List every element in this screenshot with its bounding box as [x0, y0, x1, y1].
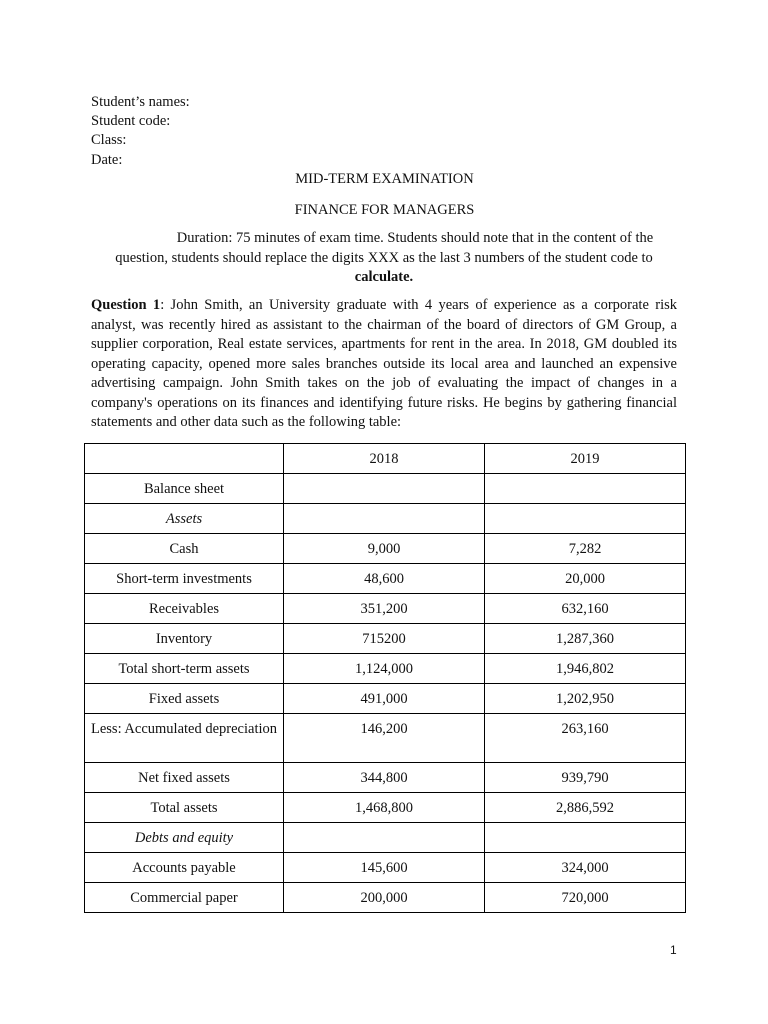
balance-sheet-table — [84, 443, 686, 913]
value-2019: 939,790 — [485, 763, 686, 793]
value-2018 — [284, 504, 485, 534]
value-2018: 145,600 — [284, 853, 485, 883]
value-2018: 48,600 — [284, 564, 485, 594]
duration-bold: calculate. — [354, 269, 414, 285]
value-2019: 263,160 — [485, 714, 686, 763]
students-names-label: Student’s names: — [91, 94, 190, 110]
table-row — [85, 594, 686, 624]
row-label: Inventory — [85, 624, 284, 654]
table-row — [85, 624, 686, 654]
table-row — [85, 714, 686, 763]
value-2019: 20,000 — [485, 564, 686, 594]
table-header-cell: 2018 — [284, 444, 485, 474]
row-label: Commercial paper — [85, 883, 284, 913]
table-row — [85, 474, 686, 504]
table-row — [85, 853, 686, 883]
value-2019: 1,946,802 — [485, 654, 686, 684]
value-2018: 344,800 — [284, 763, 485, 793]
value-2018: 351,200 — [284, 594, 485, 624]
value-2019: 7,282 — [485, 534, 686, 564]
table-row — [85, 793, 686, 823]
exam-title: MID-TERM EXAMINATION — [295, 171, 474, 187]
table-header-cell — [85, 444, 284, 474]
table-row — [85, 763, 686, 793]
page-number: 1 — [670, 943, 677, 957]
class-label: Class: — [91, 132, 127, 149]
student-info-block — [91, 93, 190, 170]
row-label: Accounts payable — [85, 853, 284, 883]
value-2018: 200,000 — [284, 883, 485, 913]
date-label: Date: — [91, 151, 123, 168]
question-1-text: : John Smith, an University graduate with 4 years of experience as a corporate risk analyst, was recently hired as assistant to the chairman of the board of directors of GM Group, a supplier corporation, Real estate services, apartments for rent in the area. In 2018, GM doubled its operating capacity, opened more sales branches outside its local area and launched an expensive advertising campaign. John Smith takes on the job of evaluating the impact of changes in a company's operations on its finances and identifying future risks. He begins by gathering financial statements and other data such as the following table: — [91, 297, 677, 430]
table-row — [85, 534, 686, 564]
table-row — [85, 564, 686, 594]
table-header-row — [85, 444, 686, 474]
table-row — [85, 654, 686, 684]
value-2018: 146,200 — [284, 714, 485, 763]
row-label: Total assets — [85, 793, 284, 823]
value-2018: 1,124,000 — [284, 654, 485, 684]
row-label: Assets — [85, 504, 284, 534]
row-label: Receivables — [85, 594, 284, 624]
table-row — [85, 823, 686, 853]
student-code-label: Student code: — [91, 113, 171, 130]
duration-text: Duration: 75 minutes of exam time. Students should note that in the content of the question, students should replace the digits XXX as the last 3 numbers of the student code to — [115, 230, 654, 266]
value-2018: 491,000 — [284, 684, 485, 714]
table-row — [85, 504, 686, 534]
question-1 — [91, 296, 677, 433]
value-2018: 715200 — [284, 624, 485, 654]
row-label: Net fixed assets — [85, 763, 284, 793]
value-2019 — [485, 504, 686, 534]
duration-note — [98, 229, 670, 288]
value-2019 — [485, 474, 686, 504]
question-1-label: Question 1 — [91, 297, 161, 313]
value-2019 — [485, 823, 686, 853]
value-2019: 1,202,950 — [485, 684, 686, 714]
row-label: Balance sheet — [85, 474, 284, 504]
value-2019: 1,287,360 — [485, 624, 686, 654]
table-row — [85, 684, 686, 714]
row-label: Fixed assets — [85, 684, 284, 714]
row-label: Total short-term assets — [85, 654, 284, 684]
value-2018 — [284, 474, 485, 504]
row-label: Short-term investments — [85, 564, 284, 594]
table-row — [85, 883, 686, 913]
table-header-cell: 2019 — [485, 444, 686, 474]
value-2019: 324,000 — [485, 853, 686, 883]
row-label: Less: Accumulated depreciation — [85, 714, 284, 763]
row-label: Cash — [85, 534, 284, 564]
value-2019: 720,000 — [485, 883, 686, 913]
value-2019: 632,160 — [485, 594, 686, 624]
value-2019: 2,886,592 — [485, 793, 686, 823]
value-2018: 9,000 — [284, 534, 485, 564]
value-2018 — [284, 823, 485, 853]
course-title: FINANCE FOR MANAGERS — [294, 202, 475, 218]
row-label: Debts and equity — [85, 823, 284, 853]
value-2018: 1,468,800 — [284, 793, 485, 823]
